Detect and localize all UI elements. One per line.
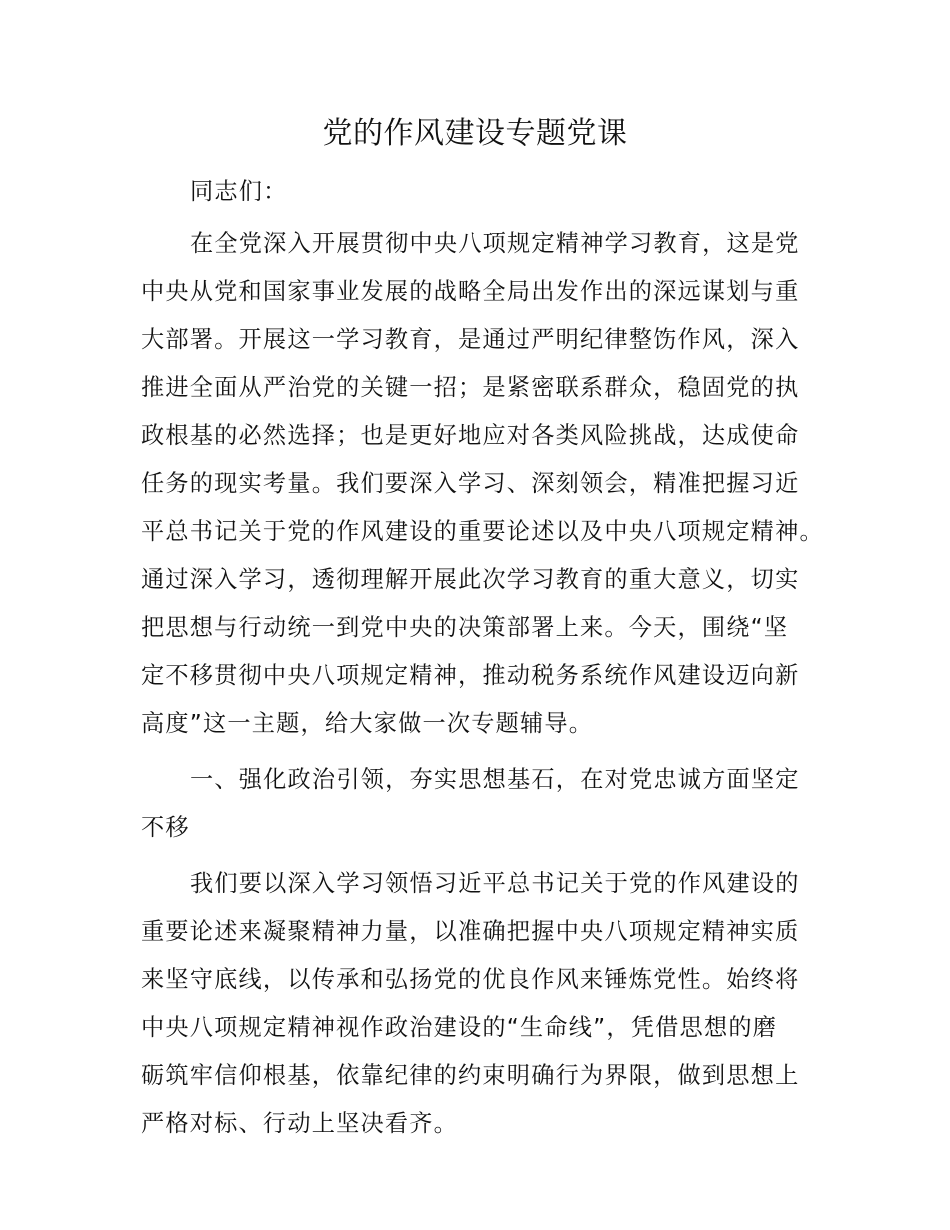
paragraph-line: 在全党深入开展贯彻中央八项规定精神学习教育，这是党	[190, 230, 800, 257]
paragraph-line: 我们要以深入学习领悟习近平总书记关于党的作风建设的	[190, 870, 800, 897]
paragraph-line: 来坚守底线，以传承和弘扬党的优良作风来锤炼党性。始终将	[141, 966, 800, 993]
heading-line: 不移	[141, 814, 190, 841]
paragraph-line: 平总书记关于党的作风建设的重要论述以及中央八项规定精神。	[141, 518, 824, 545]
paragraph-line: 把思想与行动统一到党中央的决策部署上来。今天，围绕“坚	[141, 614, 789, 641]
paragraph-line: 大部署。开展这一学习教育，是通过严明纪律整饬作风，深入	[141, 326, 800, 353]
paragraph-line: 严格对标、行动上坚决看齐。	[141, 1110, 459, 1137]
paragraph-line: 任务的现实考量。我们要深入学习、深刻领会，精准把握习近	[141, 470, 800, 497]
paragraph-line: 推进全面从严治党的关键一招；是紧密联系群众，稳固党的执	[141, 374, 800, 401]
salutation: 同志们：	[190, 178, 288, 205]
paragraph-line: 政根基的必然选择；也是更好地应对各类风险挑战，达成使命	[141, 422, 800, 449]
paragraph-line: 砺筑牢信仰根基，依靠纪律的约束明确行为界限，做到思想上	[141, 1062, 800, 1089]
paragraph-line: 重要论述来凝聚精神力量，以准确把握中央八项规定精神实质	[141, 918, 800, 945]
paragraph-line: 中央从党和国家事业发展的战略全局出发作出的深远谋划与重	[141, 278, 800, 305]
document-title: 党的作风建设专题党课	[322, 116, 628, 151]
paragraph-line: 定不移贯彻中央八项规定精神，推动税务系统作风建设迈向新	[141, 662, 800, 689]
paragraph-line: 高度”这一主题，给大家做一次专题辅导。	[141, 710, 594, 737]
paragraph-line: 中央八项规定精神视作政治建设的“生命线”，凭借思想的磨	[141, 1014, 778, 1041]
heading-line: 一、强化政治引领，夯实思想基石，在对党忠诚方面坚定	[190, 766, 800, 793]
paragraph-line: 通过深入学习，透彻理解开展此次学习教育的重大意义，切实	[141, 566, 800, 593]
